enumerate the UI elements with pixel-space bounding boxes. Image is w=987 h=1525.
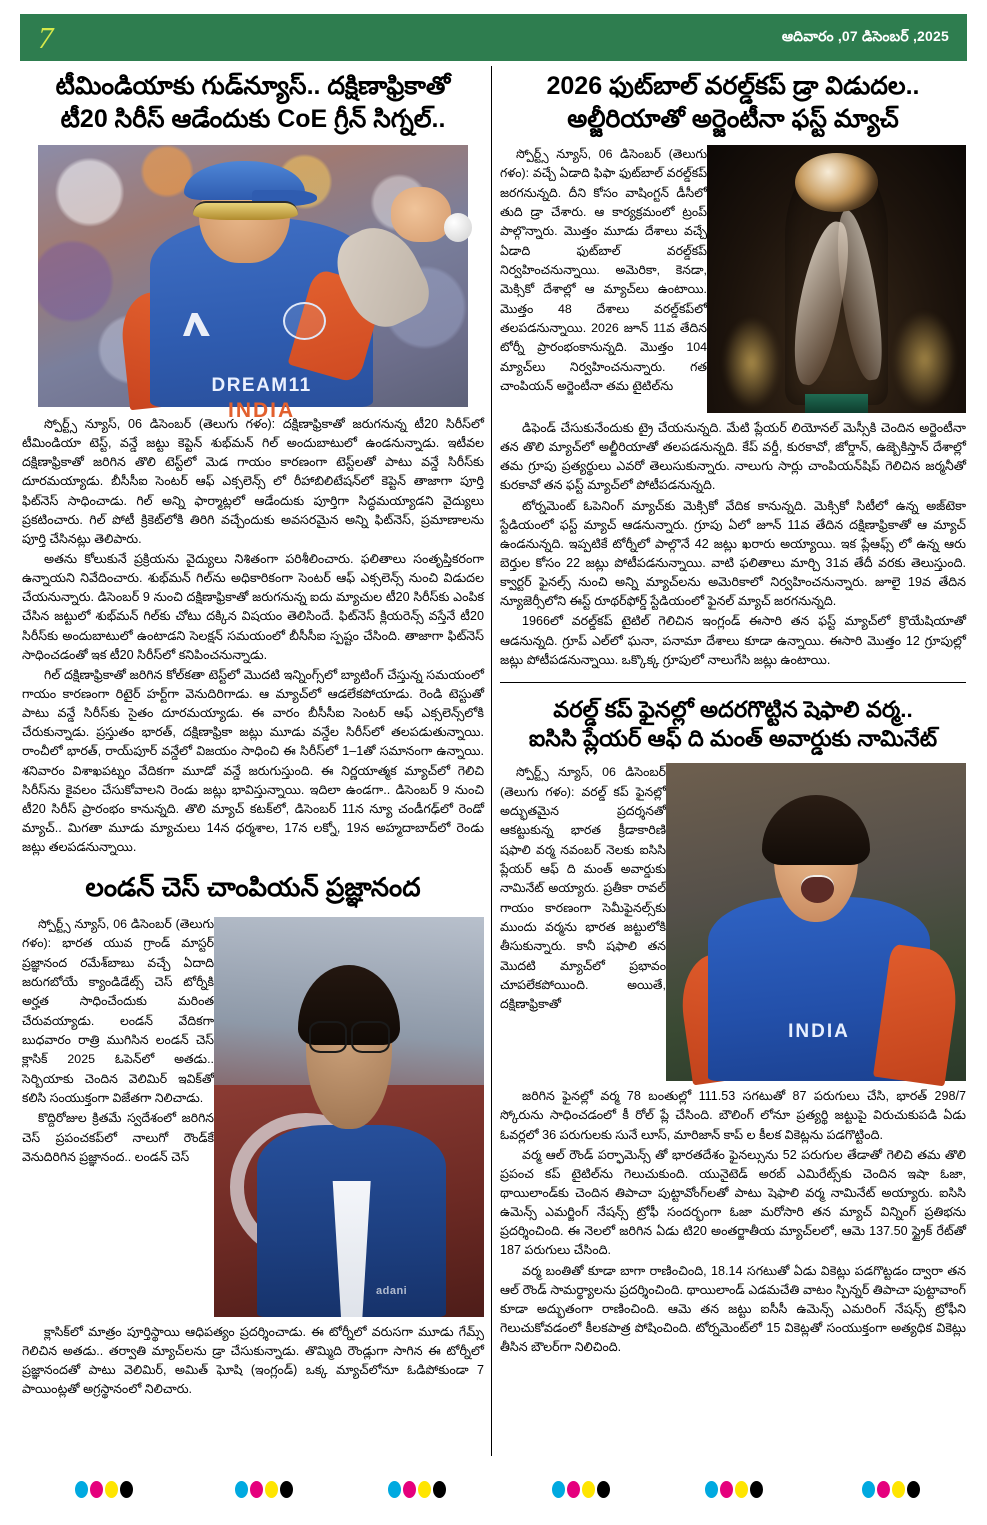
article-body-football-worldcup: [500, 419, 966, 670]
article-body-cricket-coe: [22, 415, 484, 857]
headline-line-1: వరల్డ్ కప్ ఫైనల్లో అదరగొట్టిన షెఫాలి వర్మ..: [553, 696, 913, 722]
left-column: [22, 70, 484, 1401]
photo-shubman-gill: [38, 145, 468, 422]
article-cricket-coe: [22, 70, 484, 857]
sponsor-logo-text: adani: [376, 1285, 408, 1298]
sunglasses-icon: [193, 201, 298, 220]
headline-line-1: 2026 ఫుట్‌బాల్ వరల్డ్‌కప్ డ్రా విడుదల..: [546, 72, 920, 100]
yellow-dot-icon: [418, 1481, 431, 1498]
paragraph: క్లాసిక్‌లో మాత్రం పూర్తిస్థాయి ఆధిపత్యం ప్రదర్శించాడు. ఈ టోర్నీలో వరుసగా మూడు గేమ్స్ గెలిచిన అతడు.. తర్వాతి మ్యాచ్‌లను డ్రా చేసుకున్నాడు. తొమ్మిది రౌండ్లుగా సాగిన ఈ టోర్నీలో ప్రజ్ఞానందతో పాటు వెలిమిర్, అమిత్ ఘోషి (ఇంగ్లండ్) ఒక్క మ్యాచ్‌లోనూ ఓడిపోకుండా 7 పాయింట్లతో అగ్రస్థానంలో నిలిచారు.: [22, 1325, 484, 1397]
football-wrap-host: [500, 145, 966, 396]
magenta-dot-icon: [877, 1481, 890, 1498]
eyeglasses-icon: [309, 1021, 390, 1049]
cyan-dot-icon: [552, 1481, 565, 1498]
gill-hand: [391, 187, 451, 242]
bcci-badge-icon: [283, 302, 326, 340]
yellow-dot-icon: [265, 1481, 278, 1498]
paragraph: టోర్నమెంట్ ఓపెనింగ్ మ్యాచ్‌కు మెక్సికో వేదిక కానున్నది. మెక్సికో సిటీలో ఉన్న అజ్‌టెకా స్టేడియంలో ఫస్ట్ మ్యాచ్ ఆడనున్నారు. గ్రూపు ఏలో జూన్ 11వ తేదిన దక్షిణాఫ్రికాతో ఆ మ్యాచ్ ఉండనున్నది. ఇప్పటికే టోర్నీలో పాల్గొనే 42 జట్లు ఖరారు అయ్యాయి. ఇక ప్లేఆఫ్స్ లో ఉన్న ఆరు బెర్తుల కోసం 22 జట్లు పోటీపడనున్నాయి. వాటి ఫలితాలు మార్చి 31వ తేదీ వరకు తెలుస్తుంది. క్వార్టర్ ఫైనల్స్ నుంచి అన్ని మ్యాచ్‌లను అమెరికాలో నిర్వహించనున్నారు. జూలై 19వ తేదిన న్యూజెర్సీలోని ఈస్ట్ రూథర్‌ఫోర్డ్ స్టేడియంలో ఫైనల్ మ్యాచ్ జరగనున్నది.: [500, 498, 966, 609]
trophy-globe-icon: [795, 153, 878, 212]
registration-mark-group: [235, 1481, 293, 1498]
black-dot-icon: [597, 1481, 610, 1498]
headline-line-2: ఐసిసి ప్లేయర్ ఆఫ్ ది మంత్ అవార్డుకు నామినేట్: [528, 726, 938, 752]
headline-line-1: టీమిండియాకు గుడ్‌న్యూస్.. దక్షిణాఫ్రికాతో: [55, 72, 451, 100]
paragraph: కొద్దిరోజుల క్రితమే స్వదేశంలో జరిగిన చెస్ ప్రపంచకప్‌లో నాలుగో రౌండ్‌కే వెనుదిరిగిన ప్రజ్ఞానంద.. లండన్ చెస్: [22, 1111, 214, 1165]
shafali-hair: [762, 795, 870, 865]
paragraph: జరిగిన ఫైనల్లో వర్మ 78 బంతుల్లో 111.53 సగటుతో 87 పరుగులు చేసి, భారత్ 298/7 స్కోరును సాధించడంలో కీ రోల్ ప్లే చేసింది. బౌలింగ్ లోనూ ప్రత్యర్థి జట్టుపై విరుచుకుపడి ఏడు ఓవర్లలో 36 పరుగులకు సునే లూస్, మారిజాన్ కాప్ ల కీలక వికెట్లను పడగొట్టింది.: [500, 1089, 966, 1142]
magenta-dot-icon: [567, 1481, 580, 1498]
headline-line-2: టీ20 సిరీస్ ఆడేందుకు CoE గ్రీన్ సిగ్నల్..: [60, 104, 446, 133]
article-shafali-verma: [500, 682, 966, 1357]
yellow-dot-icon: [582, 1481, 595, 1498]
article-body-shafali-verma: [500, 1087, 966, 1357]
magenta-dot-icon: [90, 1481, 103, 1498]
jersey-country-text: INDIA: [788, 1021, 850, 1043]
article-body-chess-prag: [22, 1323, 484, 1400]
cyan-dot-icon: [75, 1481, 88, 1498]
paragraph: స్పోర్ట్స్ న్యూస్, 06 డిసెంబర్ (తెలుగు గళం): భారత యువ గ్రాండ్ మాస్టర్ ప్రజ్ఞానంద రమేశ్‌బాబు వచ్చే ఏదాది జరుగబోయే క్యాండిడేట్స్ చెస్ టోర్నీకి అర్హత సాధించేందుకు మరింత చేరువయ్యాడు. లండన్ వేదికగా బుధవారం రాత్రి ముగిసిన లండన్ చెస్ క్లాసిక్ 2025 ఓపెన్‌లో అతడు.. సెర్బియాకు చెందిన వెలిమిర్ ఇవిక్‌తో కలిసి సంయుక్తంగా విజేతగా నిలిచాడు.: [22, 917, 214, 1106]
headline-line-1: లండన్ చెస్ చాంపియన్ ప్రజ్ఞానంద: [85, 872, 421, 903]
registration-mark-group: [388, 1481, 446, 1498]
column-divider: [491, 66, 492, 1456]
paragraph: అతను కోలుకునే ప్రక్రియను వైద్యులు నిశితంగా పరిశీలించారు. ఫలితాలు సంతృప్తికరంగా ఉన్నాయని నివేదించారు. శుభ్‌మన్ గిల్‌ను అధికారికంగా సెంటర్ ఆఫ్ ఎక్సలెన్స్ నుంచి విడుదల చేయనున్నారు. డిసెంబర్ 9 నుంచి దక్షిణాఫ్రికాతో జరుగనున్న ఐదు మ్యాచుల టీ20 సిరీస్‌కు ఎంపిక చేసిన జట్టులో శుభ్‌మన్ గిల్‌కు చోటు దక్కిన విషయం తెలిసిందే. ఫిట్‌నెస్ క్లియరెన్స్ వస్తేనే టీ20 సిరీస్‌కు అందుబాటులో ఉంటాడని సెలక్షన్ సమయంలో బీసీసీఐ స్పష్టం చేసింది. తాజాగా ఫిట్‌నెస్ సాధించడంతో ఇక టీ20 సిరీస్‌లో కనిపించనున్నాడు.: [22, 551, 484, 662]
jersey-country-text: INDIA: [228, 398, 296, 422]
cyan-dot-icon: [388, 1481, 401, 1498]
shafali-wrap-host: [500, 763, 966, 1043]
headline-line-2: అల్జీరియాతో అర్జెంటీనా ఫస్ట్ మ్యాచ్: [567, 104, 899, 133]
trophy-base: [805, 394, 867, 413]
headline-cricket-coe: [22, 70, 484, 135]
masthead-bar: [20, 14, 967, 61]
photo-world-cup-trophy: [707, 145, 966, 413]
gill-cap: [184, 161, 304, 200]
black-dot-icon: [280, 1481, 293, 1498]
right-column: [500, 70, 966, 1358]
jersey-sponsor-text: DREAM11: [211, 374, 312, 396]
paragraph: స్పోర్ట్స్ న్యూస్, 06 డిసెంబర్ (తెలుగు గళం): వరల్డ్ కప్ ఫైనల్లో అద్భుతమైన ప్రదర్శనతో ఆకట్టుకున్న భారత క్రీడాకారిణి షఫాలి వర్మ నవంబర్ నెలకు ఐసిసి ప్లేయర్ ఆఫ్ ది మంత్ అవార్డుకు నామినేట్ అయ్యారు. ప్రతీకా రావల్ గాయం కారణంగా సెమీఫైనల్స్‌కు ముందు వర్మను భారత జట్టులోకి తీసుకున్నారు. కానీ షఫాలి తన మొదటి మ్యాచ్‌లో ప్రభావం చూపలేకపోయింది. అయితే, దక్షిణాఫ్రికాతో: [500, 765, 666, 1012]
registration-mark-group: [705, 1481, 763, 1498]
paragraph: వర్మ ఆల్ రౌండ్ పర్ఫామెన్స్ తో భారతదేశం ఫైనల్సును 52 పరుగుల తేడాతో గెలిచి తమ తొలి ప్రపంచ కప్ టైటిల్‌ను గెలుచుకుంది. యునైటెడ్ అరబ్ ఎమిరేట్స్‌కు చెందిన ఇషా ఓజా, థాయిలాండ్‌కు చెందిన తిపాచా పుట్టావోంగ్‌లతో పాటు షెఫాలి వర్మ నామినేట్ అయ్యారు. ఐసిసి ఉమెన్స్ ఎమర్జింగ్ నేషన్స్ ట్రోఫీ సందర్భంగా ఓజా మరోసారి తన మ్యాచ్ విన్నింగ్ ప్రతిభను ప్రదర్శించింది. ఈ నెలలో జరిగిన ఏడు టి20 అంతర్జాతీయ మ్యాచ్‌లలో, ఆమె 137.50 స్ట్రైక్ రేట్‌తో 187 పరుగులు చేసింది.: [500, 1147, 966, 1258]
bokeh-glow-right: [893, 311, 955, 407]
masthead-date: ఆదివారం ,07 డిసెంబర్ ,2025: [781, 27, 949, 44]
chess-wrap-host: [22, 915, 484, 1298]
black-dot-icon: [907, 1481, 920, 1498]
black-dot-icon: [750, 1481, 763, 1498]
cricket-ball-icon: [444, 213, 472, 242]
headline-chess-prag: [22, 871, 484, 905]
paragraph: డిఫెండ్ చేసుకునేందుకు ట్రై చేయనున్నది. మేటి ప్లేయర్ లియోనల్ మెస్సీకి చెందిన అర్జెంటీనా తన తొలి మ్యాచ్‌లో అల్జీరియాతో తలపడనున్నది. కేప్ వర్డీ, కురకావో, జోర్డాన్, ఉజ్బెకిస్తాన్ దేశాల్లో తమ గ్రూపు ప్రత్యర్థులు ఎవరో తెలుసుకున్నారు. నాలుగు సార్లు చాంపియన్‌షిప్ గెలిచిన జర్మనీతో కురకావో తన ఫస్ట్ మ్యాచ్‌లో పోటీపడనున్నది.: [500, 421, 966, 493]
magenta-dot-icon: [720, 1481, 733, 1498]
photo-praggnanandhaa: [214, 917, 484, 1317]
headline-shafali-verma: [500, 695, 966, 754]
paragraph: స్పోర్ట్స్ న్యూస్, 06 డిసెంబర్ (తెలుగు గళం): దక్షిణాఫ్రికాతో జరుగనున్న టీ20 సిరీస్‌లో టీమిండియా టెస్ట్, వన్డే జట్టు కెప్టెన్ శుభ్‌మన్ గిల్ అందుబాటులో ఉండనున్నాడు. ఇటీవల దక్షిణాఫ్రికాతో జరిగిన తొలి టెస్ట్‌లో మెడ గాయం కారణంగా టెస్ట్‌లతో పాటు వన్డే సిరీస్‌కు దూరమయ్యాడు. బీసీసీఐ సెంటర్ ఆఫ్ ఎక్సలెన్స్ లో రీహాబిలిటేషన్‌లో కెప్టెన్ తాజాగా పూర్తి ఫిట్‌నెస్ సాధించాడు. గిల్ అన్ని ఫార్మాట్లలో ఆడేందుకు పూర్తిగా సిద్ధమయ్యాడని వైద్యులు ప్రకటించారు. గిల్ పోటీ క్రికెట్‌లోకి తిరిగి వచ్చేందుకు అవసరమైన అన్ని ఫిట్‌నెస్, ప్రమాణాలను పూర్తి చేసినట్లు తెలిపారు.: [22, 417, 484, 546]
article-football-worldcup: [500, 70, 966, 670]
registration-mark-group: [862, 1481, 920, 1498]
cyan-dot-icon: [235, 1481, 248, 1498]
paragraph: స్పోర్ట్స్ న్యూస్, 06 డిసెంబర్ (తెలుగు గళం): వచ్చే ఏడాది ఫిఫా ఫుట్‌బాల్ వరల్డ్‌కప్ జరగనున్నది. దీని కోసం వాషింగ్టన్ డీసీలో తుది డ్రా చేశారు. ఆ కార్యక్రమంలో ట్రంప్ పాల్గొన్నారు. మొత్తం మూడు దేశాలు వచ్చే ఏడాది ఫుట్‌బాల్ వరల్డ్‌కప్ నిర్వహించనున్నాయి. అమెరికా, కెనడా, మెక్సికో దేశాల్లో ఆ మ్యాచ్‌లు ఉంటాయి. మొత్తం 48 దేశాలు వరల్డ్‌కప్‌లో తలపడనున్నాయి. 2026 జూన్ 11వ తేదిన టోర్నీ ప్రారంభంకానున్నది. మొత్తం 104 మ్యాచ్‌లు నిర్వహించనున్నారు. గత చాంపియన్ అర్జెంటీనా తమ టైటిల్‌ను: [500, 147, 707, 394]
yellow-dot-icon: [892, 1481, 905, 1498]
page-number: 7: [38, 20, 54, 55]
cyan-dot-icon: [862, 1481, 875, 1498]
yellow-dot-icon: [735, 1481, 748, 1498]
paragraph: గిల్ దక్షిణాఫ్రికాతో జరిగిన కోల్‌కతా టెస్ట్‌లో మొదటి ఇన్నింగ్స్‌లో బ్యాటింగ్ చేస్తున్న సమయంలో గాయం కారణంగా రిటైర్ హర్ట్‌గా వెనుదిరిగాడు. ఆ మ్యాచ్‌లో ఆడలేకపోయాడు. రెండి టెస్టుతో పాటు వన్డే సిరీస్‌కు సైతం దూరమయ్యాడు. ఈ వారం బీసీసీఐ సెంటర్ ఆఫ్ ఎక్సలెన్స్‌లోకి చేరుకున్నాడు. ప్రస్తుతం భారత్, దక్షిణాఫ్రికా జట్లు మూడు వన్డేల సిరీస్‌లో తలపడుతున్నాయి. రాంచీలో భారత్, రాయ్‌పూర్ వన్డేలో విజయం సాధించి ఈ సిరీస్‌లో 1–1తో సమానంగా ఉన్నాయి. శనివారం విశాఖపట్నం వేదికగా మూడో వన్డే జరుగుస్తుంది. ఈ నిర్ణయాత్మక మ్యాచ్‌లో గెలిచి సిరీస్‌ను కైవలం చేసుకోవాలని రెండు జట్లు భావిస్తున్నాయి. ఇదిలా ఉండగా.. డిసెంబర్ 9 నుంచి టీ20 సిరీస్ ప్రారంభం కానున్నది. తొలి మ్యాచ్ కటక్‌లో, డిసెంబర్ 11న న్యూ చండీగఢ్‌లో రెండో మ్యాచ్.. మిగతా మూడు మ్యాచులు 14న ధర్మశాల, 17న లక్నో, 19న అహ్మదాబాద్‌లో రెండు జట్లు తలపడనున్నాయి.: [22, 667, 484, 855]
paragraph: 1966లో వరల్డ్‌కప్ టైటిల్ గెలిచిన ఇంగ్లండ్ ఈసారి తన ఫస్ట్ మ్యాచ్‌లో క్రొయేషియాతో ఆడనున్నది. గ్రూప్ ఎల్‌లో ఘనా, పనామా దేశాలు కూడా ఉన్నాయి. ఈసారి మొత్తం 12 గ్రూపుల్లో జట్లు పోటీపడనున్నాయి. ఒక్కొక్క గ్రూపులో నాలుగేసి జట్లు ఉంటాయి.: [500, 614, 966, 667]
article-chess-prag: [22, 871, 484, 1399]
cyan-dot-icon: [705, 1481, 718, 1498]
black-dot-icon: [433, 1481, 446, 1498]
print-registration-marks: [0, 1481, 987, 1503]
bokeh-glow-left: [723, 317, 780, 408]
headline-football-worldcup: [500, 70, 966, 135]
photo-shafali-verma: [666, 763, 966, 1081]
paragraph: వర్మ బంతితో కూడా బాగా రాణించింది, 18.14 సగటుతో ఏడు వికెట్లు పడగొట్టడం ద్వారా తన ఆల్ రౌండ్ సామర్థ్యాలను ప్రదర్శించింది. థాయిలాండ్ ఎడమచేతి వాటం స్పిన్నర్ తిపాచా పుట్టావాంగ్ కూడా అద్భుతంగా రాణించింది. ఆమె తన జట్టు ఐసీసీ ఉమెన్స్ ఎమరింగ్ నేషన్స్ ట్రోఫీని గెలుచుకోవడంలో కీలకపాత్ర పోషించింది. టోర్నమెంట్‌లో 15 వికెట్లతో సంయుక్తంగా అత్యధిక వికెట్లు తీసిన బౌలర్‌గా నిలిచింది.: [500, 1263, 966, 1355]
registration-mark-group: [552, 1481, 610, 1498]
black-dot-icon: [120, 1481, 133, 1498]
magenta-dot-icon: [403, 1481, 416, 1498]
registration-mark-group: [75, 1481, 133, 1498]
magenta-dot-icon: [250, 1481, 263, 1498]
yellow-dot-icon: [105, 1481, 118, 1498]
